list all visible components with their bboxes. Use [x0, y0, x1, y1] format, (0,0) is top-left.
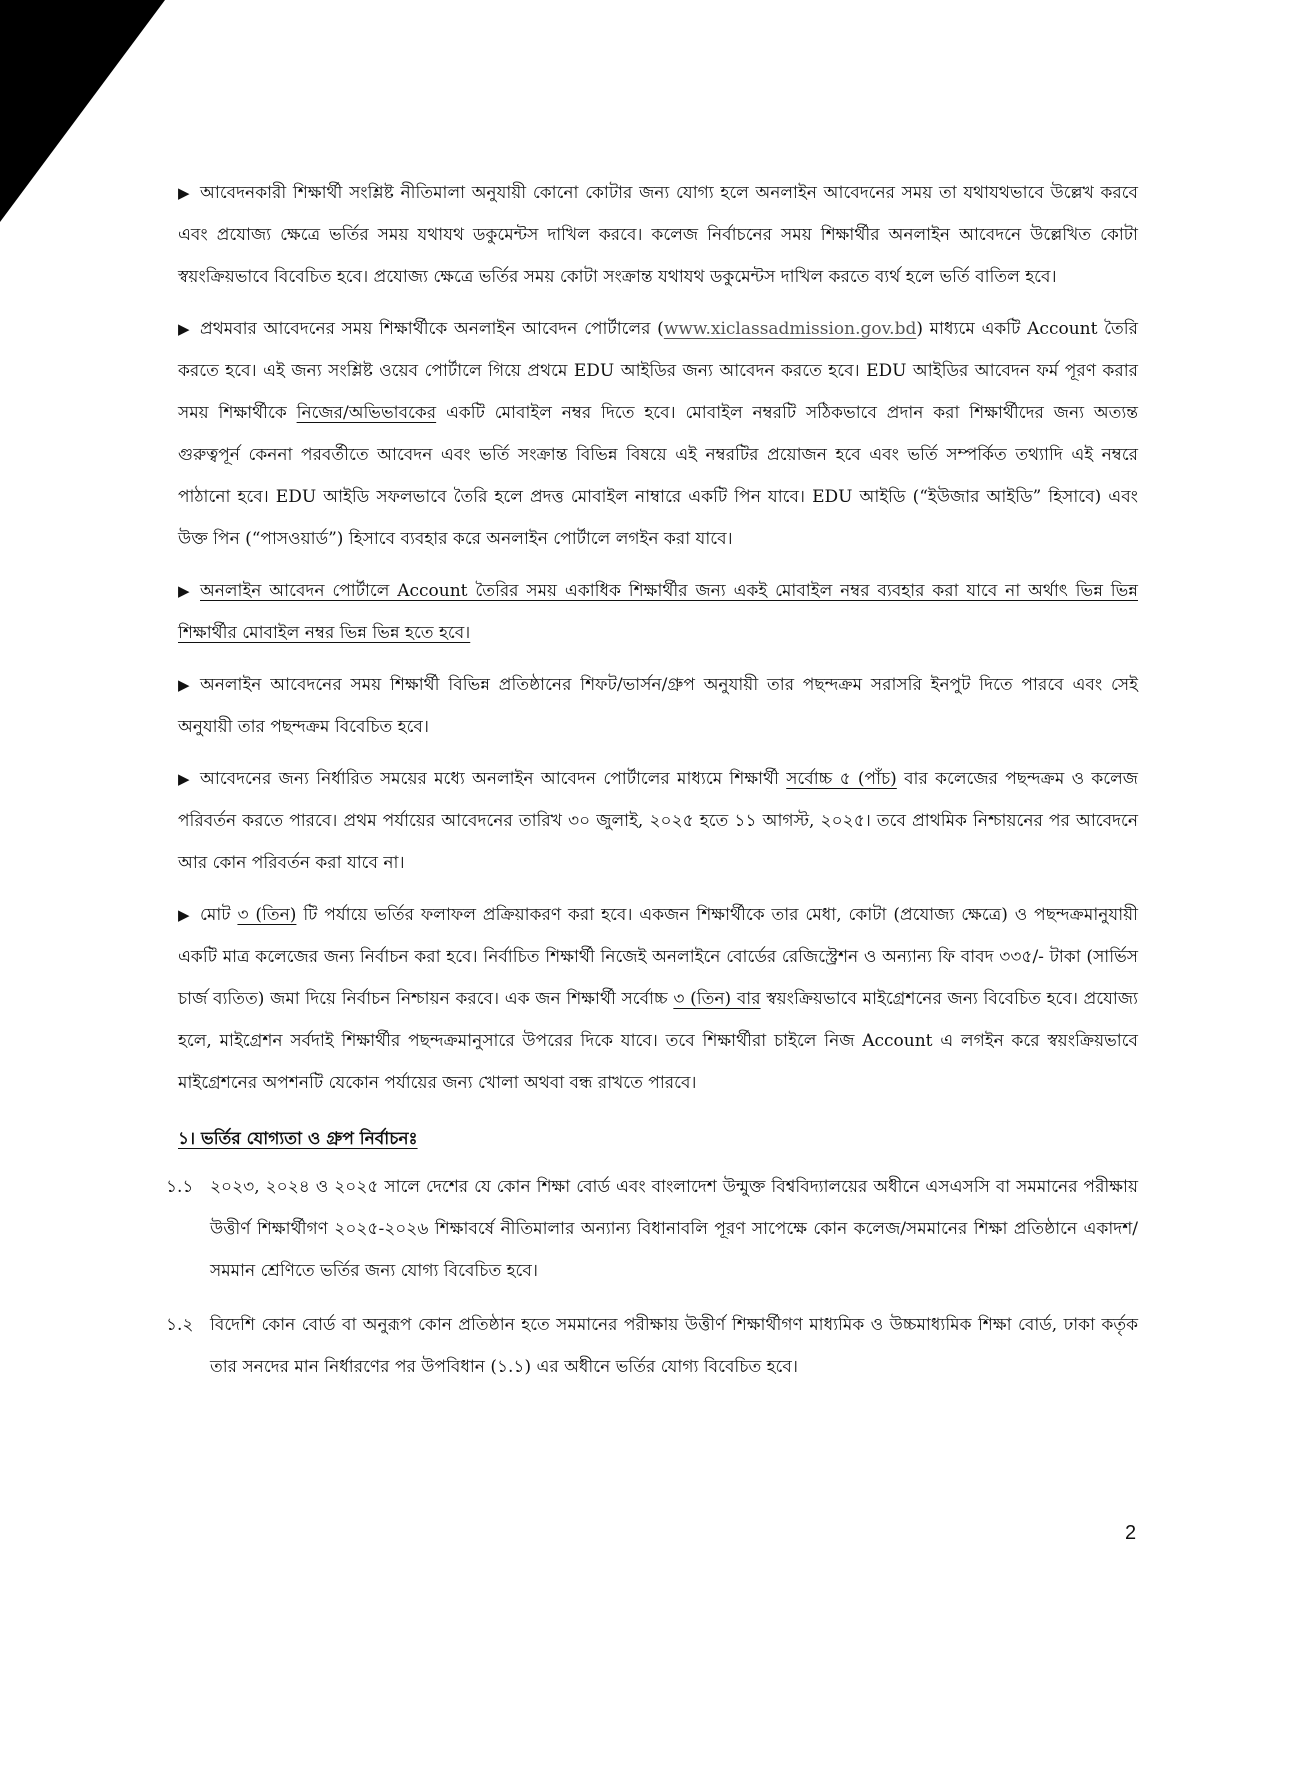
paragraph-text: অনলাইন আবেদনের সময় শিক্ষার্থী বিভিন্ন প্রতিষ্ঠানের শিফট/ভার্সন/গ্রুপ অনুযায়ী তার পছন্দক্রম সরাসরি ইনপুট দিতে পারবে এবং সেই অনুযায়ী তার পছন্দক্রম বিবেচিত হবে।	[178, 675, 1138, 737]
paragraph-application-window	[178, 758, 1138, 884]
page-number: 2	[1125, 1522, 1137, 1544]
bullet-icon: ▶	[178, 320, 190, 338]
paragraph-text: আবেদনকারী শিক্ষার্থী সংশ্লিষ্ট নীতিমালা অনুযায়ী কোনো কোটার জন্য যোগ্য হলে অনলাইন আবেদনের সময় তা যথাযথভাবে উল্লেখ করবে এবং প্রযোজ্য ক্ষেত্রে ভর্তির সময় যথাযথ ডকুমেন্টস দাখিল করবে। কলেজ নির্বাচনের সময় শিক্ষার্থীর অনলাইন আবেদনে উল্লেখিত কোটা স্বয়ংক্রিয়ভাবে বিবেচিত হবে। প্রযোজ্য ক্ষেত্রে ভর্তির সময় কোটা সংক্রান্ত যথাযথ ডকুমেন্টস দাখিল করতে ব্যর্থ হলে ভর্তি বাতিল হবে।	[178, 183, 1138, 287]
underlined-text: নিজের/অভিভাবকের	[296, 403, 437, 423]
paragraph-account	[178, 308, 1138, 560]
document-page	[166, 172, 1139, 1400]
paragraph-text: মোট	[200, 905, 238, 925]
paragraph-quota	[178, 172, 1138, 298]
item-number: ১.১	[166, 1177, 194, 1197]
item-text: ২০২৩, ২০২৪ ও ২০২৫ সালে দেশের যে কোন শিক্ষা বোর্ড এবং বাংলাদেশ উন্মুক্ত বিশ্ববিদ্যালয়ের অধীনে এসএসসি বা সমমানের পরীক্ষায় উত্তীর্ণ শিক্ষার্থীগণ ২০২৫-২০২৬ শিক্ষাবর্ষে নীতিমালার অন্যান্য বিধানাবলি পূরণ সাপেক্ষে কোন কলেজ/সমমানের শিক্ষা প্রতিষ্ঠানে একাদশ/সমমান শ্রেণিতে ভর্তির জন্য যোগ্য বিবেচিত হবে।	[210, 1177, 1138, 1281]
paragraph-text: ) মাধ্যমে একটি Account তৈরি করতে হবে। এই জন্য সংশ্লিষ্ট ওয়েব পোর্টালে গিয়ে প্রথমে EDU আইডির জন্য আবেদন করতে হবে। EDU আইডির আবেদন ফর্ম পূরণ করার সময় শিক্ষার্থীকে	[178, 319, 1138, 423]
scan-corner-mark	[0, 0, 170, 230]
paragraph-text: আবেদনের জন্য নির্ধারিত সময়ের মধ্যে অনলাইন আবেদন পোর্টালের মাধ্যমে শিক্ষার্থী	[200, 769, 787, 789]
paragraph-preference	[178, 664, 1138, 748]
underlined-text: ৩ (তিন) বার	[673, 989, 761, 1009]
paragraph-text: বার কলেজের পছন্দক্রম ও কলেজ পরিবর্তন করতে পারবে। প্রথম পর্যায়ের আবেদনের তারিখ ৩০ জুলাই, ২০২৫ হতে ১১ আগস্ট, ২০২৫। তবে প্রাথমিক নিশ্চায়নের পর আবেদনে আর কোন পরিবর্তন করা যাবে না।	[178, 769, 1139, 873]
paragraph-text: টি পর্যায়ে ভর্তির ফলাফল প্রক্রিয়াকরণ করা হবে। একজন শিক্ষার্থীকে তার মেধা, কোটা (প্রযোজ্য ক্ষেত্রে) ও পছন্দক্রমানুযায়ী একটি মাত্র কলেজের জন্য নির্বাচন করা হবে। নির্বাচিত শিক্ষার্থী নিজেই অনলাইনে বোর্ডের রেজিস্ট্রেশন ও অন্যান্য ফি বাবদ ৩৩৫/- টাকা (সার্ভিস চার্জ ব্যতিত) জমা দিয়ে নির্বাচন নিশ্চায়ন করবে। এক জন শিক্ষার্থী সর্বোচ্চ	[178, 905, 1138, 1009]
paragraph-text: স্বয়ংক্রিয়ভাবে মাইগ্রেশনের জন্য বিবেচিত হবে। প্রযোজ্য হলে, মাইগ্রেশন সর্বদাই শিক্ষার্থীর পছন্দক্রমানুসারে উপরের দিকে যাবে। তবে শিক্ষার্থীরা চাইলে নিজ Account এ লগইন করে স্বয়ংক্রিয়ভাবে মাইগ্রেশনের অপশনটি যেকোন পর্যায়ের জন্য খোলা অথবা বন্ধ রাখতে পারবে।	[178, 989, 1138, 1093]
section-heading: ১। ভর্তির যোগ্যতা ও গ্রুপ নির্বাচনঃ	[178, 1129, 418, 1149]
bullet-icon: ▶	[178, 676, 190, 694]
underlined-text: অনলাইন আবেদন পোর্টালে Account তৈরির সময় একাধিক শিক্ষার্থীর জন্য একই মোবাইল নম্বর ব্যবহার করা যাবে না অর্থাৎ ভিন্ন ভিন্ন শিক্ষার্থীর মোবাইল নম্বর ভিন্ন ভিন্ন হতে হবে।	[178, 581, 1138, 643]
numbered-item	[166, 1304, 1138, 1388]
underlined-text: ৩ (তিন)	[237, 905, 297, 925]
bullet-icon: ▶	[178, 184, 190, 202]
numbered-item	[166, 1166, 1138, 1292]
paragraph-result-processing	[178, 894, 1138, 1104]
bullet-icon: ▶	[178, 582, 190, 600]
paragraph-text: একটি মোবাইল নম্বর দিতে হবে। মোবাইল নম্বরটি সঠিকভাবে প্রদান করা শিক্ষার্থীদের জন্য অত্যন্ত গুরুত্বপূর্ন কেননা পরবর্তীতে আবেদন এবং ভর্তি সংক্রান্ত বিভিন্ন বিষয়ে এই নম্বরটির প্রয়োজন হবে এবং ভর্তি সম্পর্কিত তথ্যাদি এই নম্বরে পাঠানো হবে। EDU আইডি সফলভাবে তৈরি হলে প্রদত্ত মোবাইল নাম্বারে একটি পিন যাবে। EDU আইডি (“ইউজার আইডি” হিসাবে) এবং উক্ত পিন (“পাসওয়ার্ড”) হিসাবে ব্যবহার করে অনলাইন পোর্টালে লগইন করা যাবে।	[178, 403, 1138, 549]
portal-link[interactable]: www.xiclassadmission.gov.bd	[663, 319, 917, 339]
bullet-icon: ▶	[178, 906, 190, 924]
item-text: বিদেশি কোন বোর্ড বা অনুরূপ কোন প্রতিষ্ঠান হতে সমমানের পরীক্ষায় উত্তীর্ণ শিক্ষার্থীগণ মাধ্যমিক ও উচ্চমাধ্যমিক শিক্ষা বোর্ড, ঢাকা কর্তৃক তার সনদের মান নির্ধারণের পর উপবিধান (১.১) এর অধীনে ভর্তির যোগ্য বিবেচিত হবে।	[210, 1315, 1138, 1377]
paragraph-text: প্রথমবার আবেদনের সময় শিক্ষার্থীকে অনলাইন আবেদন পোর্টালের (	[200, 319, 664, 339]
item-number: ১.২	[166, 1315, 194, 1335]
paragraph-mobile-number	[178, 570, 1138, 654]
bullet-icon: ▶	[178, 770, 190, 788]
underlined-text: সর্বোচ্চ ৫ (পাঁচ)	[786, 769, 897, 789]
